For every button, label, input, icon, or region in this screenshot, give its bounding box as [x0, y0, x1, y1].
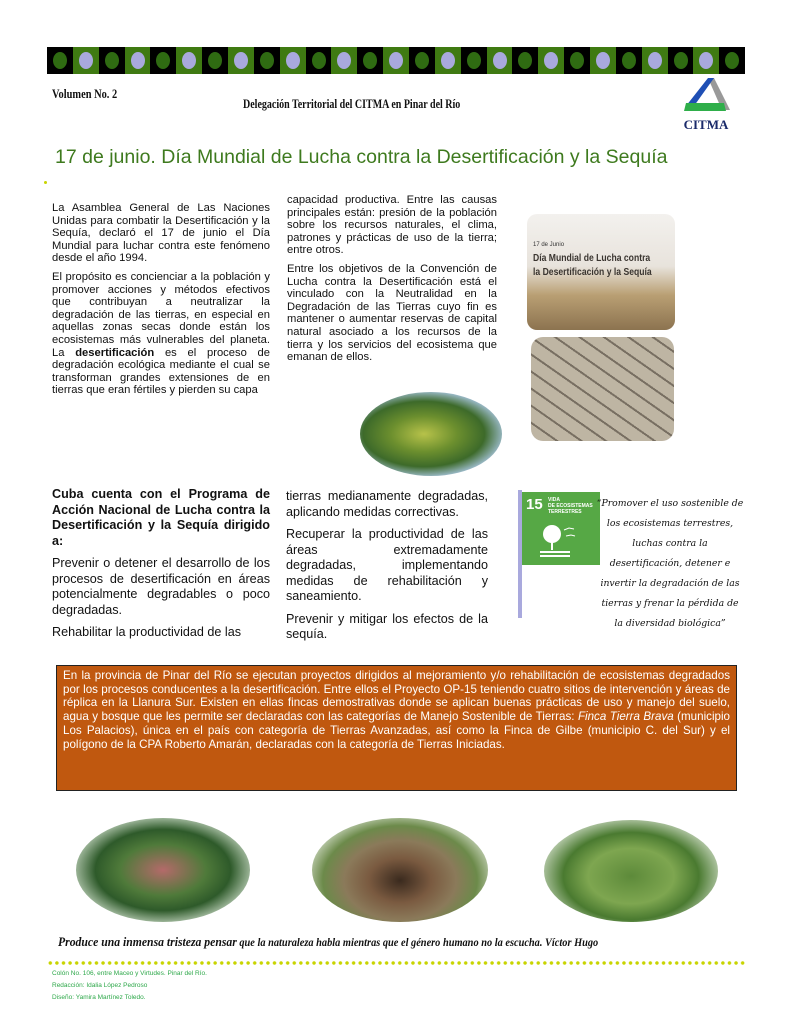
- sdg-label: VIDA: [548, 497, 560, 503]
- band-cell: [693, 47, 719, 74]
- citma-logo: [680, 76, 732, 132]
- band-cell: [125, 47, 151, 74]
- band-cell: [383, 47, 409, 74]
- flowering-trees-photo: [76, 818, 250, 922]
- quote-rest: que la naturaleza habla mientras que el género humano no la escucha. Víctor Hugo: [236, 937, 599, 949]
- band-cell: [642, 47, 668, 74]
- decorative-band: [47, 47, 745, 74]
- volume-label: Volumen No. 2: [52, 86, 118, 101]
- closing-quote: [58, 934, 679, 950]
- program-item: tierras medianamente degradadas, aplicando medidas correctivas.: [286, 489, 488, 519]
- band-cell: [99, 47, 125, 74]
- program-column-1: [52, 487, 270, 648]
- band-dot: [596, 52, 610, 69]
- article-column-1: [52, 202, 270, 403]
- band-dot: [363, 52, 377, 69]
- band-dot: [182, 52, 196, 69]
- poster-photo: [527, 214, 675, 330]
- band-dot: [208, 52, 222, 69]
- text: El propósito es concienciar a la población y promover acciones y métodos efectivos que contribuyan a neutralizar la degradación de las tierras, en especial en aquellas zonas secas donde están los ecosistemas más vulnerables del planeta. La: [52, 270, 270, 359]
- poster-line: la Desertificación y la Sequía: [533, 266, 652, 278]
- band-dot: [622, 52, 636, 69]
- oxen-plowing-photo: [312, 818, 488, 922]
- text: es el proceso de degradación ecológica mediante el cual se transforman grandes extensiones de en tierras que eran fértiles y pierden su capa: [52, 346, 271, 397]
- band-cell: [719, 47, 745, 74]
- band-dot: [260, 52, 274, 69]
- band-dot: [156, 52, 170, 69]
- page-title: 17 de junio. Día Mundial de Lucha contra la Desertificación y la Sequía: [55, 146, 668, 168]
- band-dot: [544, 52, 558, 69]
- band-cell: [202, 47, 228, 74]
- logo-text: CITMA: [683, 117, 729, 132]
- band-dot: [337, 52, 351, 69]
- band-cell: [564, 47, 590, 74]
- band-cell: [254, 47, 280, 74]
- band-dot: [312, 52, 326, 69]
- footer-editor: Redacción: Idalia López Pedroso: [52, 982, 148, 989]
- program-item: Rehabilitar la productividad de las: [52, 625, 242, 639]
- quote-lead: Produce una inmensa tristeza pensar: [58, 934, 237, 949]
- projects-box: [56, 665, 737, 791]
- band-dot: [234, 52, 248, 69]
- program-heading: Cuba cuenta con el Programa de Acción Nacional de Lucha contra la Desertificación y la Sequía dirigido a:: [52, 487, 270, 548]
- dotted-divider: [47, 961, 745, 965]
- program-column-2: [286, 489, 488, 650]
- sdg-label: TERRESTRES: [548, 509, 582, 515]
- band-cell: [280, 47, 306, 74]
- band-cell: [47, 47, 73, 74]
- footer-design: Diseño: Yamira Martínez Toledo.: [52, 994, 146, 1001]
- band-dot: [441, 52, 455, 69]
- band-dot: [699, 52, 713, 69]
- band-dot: [570, 52, 584, 69]
- band-cell: [306, 47, 332, 74]
- band-cell: [487, 47, 513, 74]
- article-column-2: [287, 194, 497, 370]
- band-cell: [435, 47, 461, 74]
- program-item: Prevenir y mitigar los efectos de la sequía.: [286, 611, 488, 641]
- bullet-dot: [44, 181, 47, 184]
- sdg-quote: “Promover el uso sostenible de los ecosistemas terrestres, luchas contra la desertificación, detener e invertir la degradación de las tierras y frenar la pérdida de la diversidad biológica”: [596, 498, 744, 629]
- footer-address: Colón No. 106, entre Maceo y Virtudes. Pinar del Río.: [52, 970, 207, 977]
- organization-label: Delegación Territorial del CITMA en Pinar del Río: [243, 97, 461, 111]
- poster-line: Día Mundial de Lucha contra: [533, 252, 651, 264]
- band-dot: [493, 52, 507, 69]
- band-dot: [648, 52, 662, 69]
- band-cell: [616, 47, 642, 74]
- band-cell: [590, 47, 616, 74]
- program-item: Recuperar la productividad de las áreas extremadamente degradadas, implementando medidas de rehabilitación y saneamiento.: [286, 527, 488, 603]
- sdg-number: 15: [526, 496, 543, 513]
- poster-date: 17 de Junio: [533, 242, 565, 248]
- paragraph: [52, 271, 270, 397]
- band-dot: [674, 52, 688, 69]
- band-cell: [512, 47, 538, 74]
- paragraph: Entre los objetivos de la Convención de Lucha contra la Desertificación está el vinculado con la Neutralidad en la Degradación de las Tierras cuyo fin es mantener o aumentar reservas de capital natural asociado a los recursos de la tierra y los servicios del ecosistema que emanan de ellos.: [287, 262, 497, 364]
- band-cell: [668, 47, 694, 74]
- band-cell: [461, 47, 487, 74]
- text: En la provincia de Pinar del Río se ejecutan proyectos dirigidos al mejoramiento y/o rehabilitación de ecosistemas degradados por los procesos conducentes a la desertificación. Entre ellos el Proyecto OP-15 teniendo cuatro sitios de intervención y áreas de réplica en la Llanura Sur. Existen en ellas fincas demostrativas donde se aplican buenas prácticas de uso y manejo del suelo, agua y bosque que les permite ser declaradas con las categorías de Manejo Sostenible de Tierras:: [63, 669, 730, 724]
- band-dot: [415, 52, 429, 69]
- band-dot: [105, 52, 119, 69]
- text: (municipio Los Palacios), única en el país con categoría de Tierras Avanzadas, así como la Finca de Gilbe (municipio C. del Sur) y el polígono de la CPA Roberto Amarán, declaradas con la categoría de Tierras Iniciadas.: [63, 710, 731, 751]
- band-dot: [725, 52, 739, 69]
- paragraph: capacidad productiva. Entre las causas principales están: presión de la población sobre los recursos naturales, el clima, patrones y prácticas de uso de la tierra; entre otros.: [287, 194, 497, 257]
- band-dot: [518, 52, 532, 69]
- band-cell: [228, 47, 254, 74]
- farm-name: Finca Tierra Brava: [577, 710, 674, 724]
- band-dot: [467, 52, 481, 69]
- program-item: Prevenir o detener el desarrollo de los procesos de desertificación en áreas potencialmente degradables o poco degradadas.: [52, 556, 270, 617]
- band-dot: [286, 52, 300, 69]
- cracked-soil-photo: [531, 337, 674, 441]
- terraced-field-photo: [544, 820, 718, 922]
- band-dot: [79, 52, 93, 69]
- band-cell: [176, 47, 202, 74]
- guava-photo: [360, 392, 502, 476]
- band-dot: [131, 52, 145, 69]
- band-cell: [73, 47, 99, 74]
- band-cell: [409, 47, 435, 74]
- band-cell: [357, 47, 383, 74]
- paragraph: La Asamblea General de Las Naciones Unidas para combatir la Desertificación y la Sequía, declaró el 17 de junio el Día Mundial para luchar contra este fenómeno desde el año 1994.: [52, 202, 270, 265]
- band-cell: [331, 47, 357, 74]
- band-cell: [538, 47, 564, 74]
- bold-term: desertificación: [75, 346, 155, 359]
- band-dot: [53, 52, 67, 69]
- band-dot: [389, 52, 403, 69]
- band-cell: [150, 47, 176, 74]
- sdg-label: DE ECOSISTEMAS: [548, 503, 593, 509]
